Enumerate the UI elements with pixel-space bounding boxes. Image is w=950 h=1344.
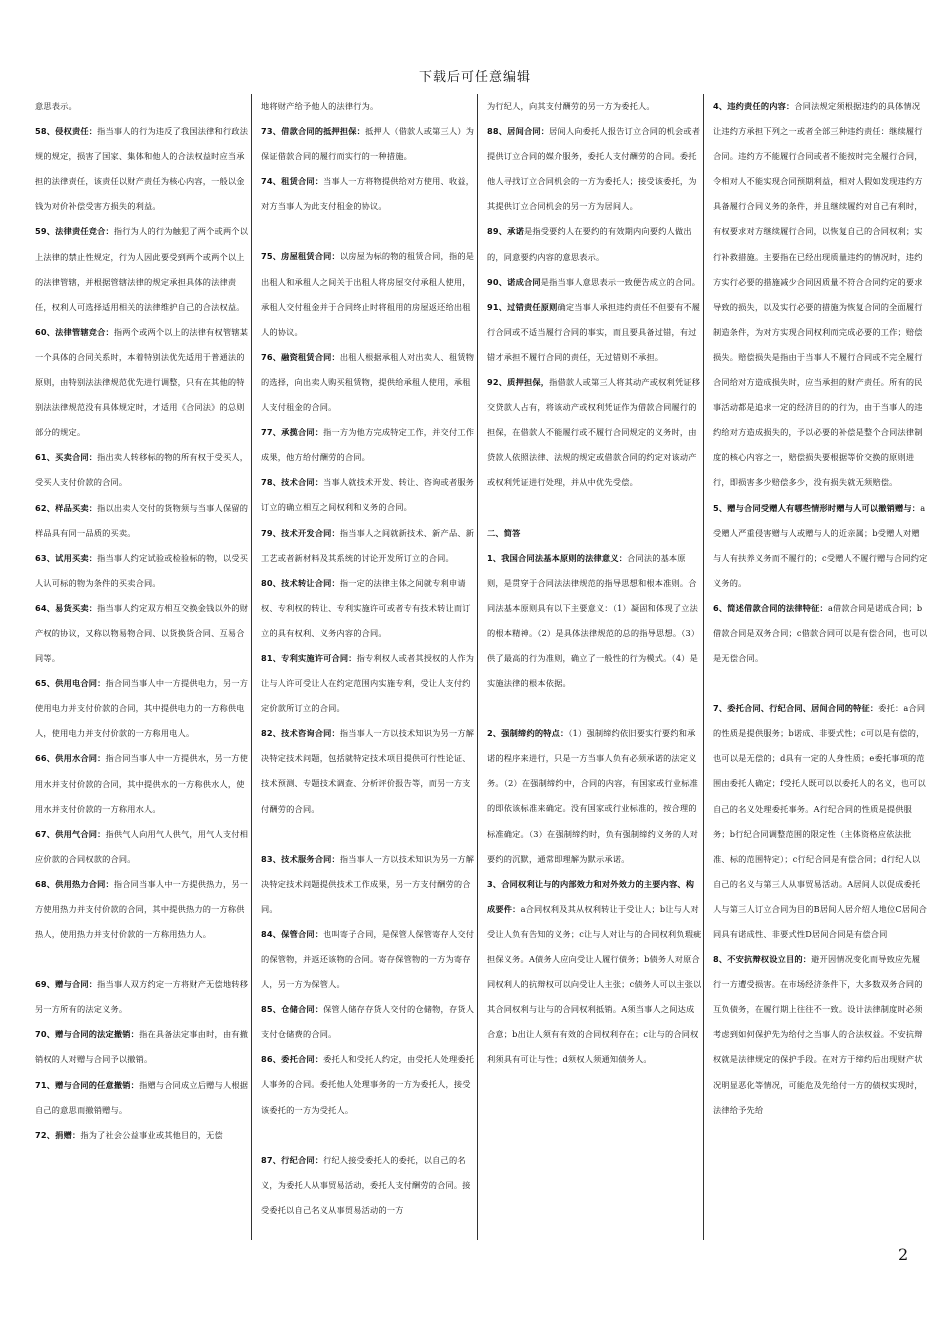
- entry-term: 83、技术服务合同：: [261, 853, 340, 864]
- entry-text: 以房屋为标的物的租赁合同，指的是出租人和承租人之间关于出租人将房屋交付承租人使用，承租人交付租金并于合同终止时将租用的房屋返还给出租人的协议。: [261, 251, 475, 337]
- entry-text: 指一定的法律主体之间就专利申请权、专利权的转让、专利实施许可或者专有技术转让而订立的具有权利、义务内容的合同。: [261, 577, 471, 638]
- definition-entry: [487, 270, 702, 295]
- entry-text: 指供气人向用气人供气，用气人支付相应价款的合同权款的合同。: [35, 828, 249, 864]
- entry-text: 当事人就技术开发、转让、咨询或者服务订立的确立相互之间权利和义务的合同。: [261, 477, 475, 513]
- entry-term: 66、供用水合同：: [35, 753, 106, 764]
- entry-term: 62、样品买卖：: [35, 502, 98, 513]
- entry-term: 8、不安抗辩权设立目的：: [713, 954, 812, 965]
- entry-text: 指合同当事人中一方提供水，另一方使用水并支付价款的合同，其中提供水的一方称供水人，使用水并支付价款的一方称用水人。: [35, 753, 249, 814]
- entry-term: 65、供用电合同：: [35, 678, 106, 689]
- definition-entry: [35, 219, 250, 319]
- entry-term: 71、赠与合同的任意撤销：: [35, 1079, 140, 1090]
- entry-text: 指行为人的行为触犯了两个或两个以上法律的禁止性规定，行为人因此要受到两个或两个以上的法律管辖，并根据管辖法律的规定承担具体的法律责任，权利人可选择适用相关的法律维护自己的合法权益。: [35, 226, 249, 312]
- entry-term: 90、诺成合同: [487, 276, 541, 287]
- entry-text: 指赠与合同成立后赠与人根据自己的意思而撤销赠与。: [35, 1079, 249, 1115]
- definition-entry: [261, 922, 476, 997]
- entry-term: 2、强制缔约的特点：: [487, 728, 569, 739]
- entry-text: 指当事人之间就新技术、新产品、新工艺或者新材料及其系统的讨论开发所订立的合同。: [261, 527, 475, 563]
- entry-term: 68、供用热力合同：: [35, 878, 114, 889]
- definition-entry: [261, 847, 476, 922]
- definition-entry: [35, 596, 250, 671]
- section-heading: [487, 521, 702, 546]
- definition-entry: [261, 420, 476, 470]
- entry-text: 指为了社会公益事业或其他目的，无偿: [80, 1129, 223, 1140]
- column-4: [713, 94, 928, 1240]
- entry-term: 67、供用气合同：: [35, 828, 106, 839]
- entry-text: 指当事人一方以技术知识为另一方解决特定技术问题，包括就特定技术项目提供可行性论证、技术预测、专题技术调查、分析评价报告等，而另一方支付酬劳的合同。: [261, 728, 475, 814]
- entry-text: 居间人向委托人报告订立合同的机会或者提供订立合同的媒介服务，委托人支付酬劳的合同。委托他人寻找订立合同机会的一方为委托人；接受该委托，为其提供订立合同机会的另一方为居间人。: [487, 126, 701, 212]
- entry-text: 抵押人（借款人或第三人）为保证借款合同的履行而实行的一种措施。: [261, 126, 475, 162]
- entry-term: 69、赠与合同：: [35, 979, 98, 990]
- definition-entry: [261, 646, 476, 721]
- definition-entry: [713, 696, 928, 947]
- definition-entry: [261, 119, 476, 169]
- entry-term: 79、技术开发合同：: [261, 527, 340, 538]
- entry-term: 92、质押担保，: [487, 377, 550, 388]
- entry-term: 61、买卖合同：: [35, 452, 98, 463]
- definition-entry: [261, 169, 476, 219]
- definition-entry: [713, 496, 928, 596]
- entry-term: 4、违约责任的内容：: [713, 101, 795, 111]
- definition-entry: [261, 1047, 476, 1122]
- entry-text: 避开因情况变化而导致应先履行一方遭受损害。在市场经济条件下，大多数双务合同的互负债务，在履行期上往往不一致。设计法律制度时必须考虑到如何保护先为给付之当事人的合法权益。不安抗辩权就是法律规定的保护手段。在对方于缔约后出现财产状况明显恶化等情况，可能危及先给付一方的债权实现时，法律给予先给: [713, 954, 923, 1115]
- entry-text: 指借款人或第三人将其动产或权利凭证移交贷款人占有，将该动产或权利凭证作为借款合同履行的担保，在借款人不能履行或不履行合同规定的义务时，由贷款人依照法律、法规的规定或借款合同的约定对该动产或权利凭证进行处理，并从中优先受偿。: [487, 377, 701, 488]
- entry-text: 指当事人的行为违反了我国法律和行政法规的规定，损害了国家、集体和他人的合法权益时应当承担的法律责任，该责任以财产责任为核心内容，一般以金钱为对价补偿受害方损失的利益。: [35, 126, 249, 212]
- entry-text: 指出卖人转移标的物的所有权于受买人，受买人支付价款的合同。: [35, 452, 249, 488]
- definition-entry: [35, 972, 250, 1022]
- definition-entry: [35, 1022, 250, 1072]
- definition-entry: [261, 1148, 476, 1223]
- definition-entry: [487, 546, 702, 697]
- entry-text: 是指当事人意思表示一致便告成立的合同。: [540, 276, 701, 287]
- paragraph-spacer: [261, 219, 476, 244]
- entry-term: 5、赠与合同受赠人有哪些情形时赠与人可以撤销赠与：: [713, 502, 921, 513]
- entry-term: 75、房屋租赁合同：: [261, 251, 340, 262]
- definition-entry: [487, 370, 702, 495]
- entry-term: 80、技术转让合同：: [261, 577, 340, 588]
- entry-text: 确定当事人承担违约责任不但要有不履行合同或不适当履行合同的事实，而且要具备过错，有过错才承担不履行合同的责任，无过错则不承担。: [487, 301, 701, 362]
- entry-text: 指当事人约定双方相互交换金钱以外的财产权的协议，又称以物易物合同、以货换货合同、互易合同等。: [35, 602, 249, 664]
- entry-text: 委托：a合同的性质是提供服务；b诺成、非要式性；c可以是有偿的，也可以是无偿的；d具有一定的人身性质；e委托事项的范围由委托人确定；f受托人既可以以委托人的名义，也可以自己的名义处理委托事务。A行纪合同的性质是提供服务；b行纪合同调整范围的限定性（主体资格应依法批准、标的范围特定）；c行纪合同是有偿合同；d行纪人以自己的名义与第三人从事贸易活动。A居间人以促成委托人与第三人订立合同为目的B居间人居介绍人地位C居间合同具有诺成性、非要式性D居间合同是有偿合同: [713, 703, 927, 939]
- definition-entry: [487, 119, 702, 219]
- page-header: 下载后可任意编辑: [418, 70, 531, 85]
- definition-entry: [261, 997, 476, 1047]
- definition-entry: [487, 94, 702, 119]
- entry-text: 指在具备法定事由时，由有撤销权的人对赠与合同予以撤销。: [35, 1029, 249, 1065]
- entry-term: 3、合同权利让与的内部效力和对外效力的主要内容、构成要件：: [487, 878, 695, 914]
- definition-entry: [35, 94, 250, 119]
- entry-text: 保管人储存存货人交付的仓储物，存货人支付仓储费的合同。: [261, 1004, 475, 1040]
- entry-text: 当事人一方将物提供给对方使用、收益，对方当事人为此支付租金的协议。: [261, 176, 475, 212]
- paragraph-spacer: [261, 822, 476, 847]
- entry-term: 70、赠与合同的法定撤销：: [35, 1029, 140, 1040]
- definition-entry: [261, 571, 476, 646]
- entry-term: 63、试用买卖：: [35, 552, 98, 563]
- entry-term: 81、专利实施许可合同：: [261, 652, 357, 663]
- definition-entry: [35, 496, 250, 546]
- entry-text: 合同法的基本原则，是贯穿于合同法法律规范的指导思想和根本准则。合同法基本原则具有以下主要意义：（1）凝固和体现了立法的根本精神。（2）是具体法律规范的总的指导思想。（3）供了最高的行为准则，确立了一般性的行为模式。（4）是实施法律的根本依据。: [487, 552, 700, 689]
- definition-entry: [261, 470, 476, 520]
- paragraph-spacer: [487, 696, 702, 721]
- entry-text: 指一方为他方完成特定工作，并交付工作成果，他方给付酬劳的合同。: [261, 427, 475, 463]
- entry-term: 85、仓储合同：: [261, 1004, 324, 1015]
- definition-entry: [35, 546, 250, 596]
- definition-entry: [713, 947, 928, 1123]
- definition-entry: [35, 320, 250, 445]
- entry-term: 91、过错责任原则: [487, 301, 558, 312]
- entry-text: 指当事人约定试验或检验标的物，以受买人认可标的物为条件的买卖合同。: [35, 552, 249, 588]
- definition-entry: [35, 671, 250, 746]
- column-divider: [251, 94, 252, 1240]
- entry-text: 指合同当事人中一方提供热力，另一方使用热力并支付价款的合同，其中提供热力的一方称供热人，使用热力并支付价款的一方称用热力人。: [35, 878, 249, 940]
- definition-entry: [487, 219, 702, 269]
- paragraph-spacer: [35, 947, 250, 972]
- page-number: 2: [898, 1245, 909, 1264]
- entry-text: 合同法规定须根据违约的具体情况让违约方承担下列之一或者全部三种违约责任：继续履行合同。违约方不能履行合同或者不能按时完全履行合同，令相对人不能实现合同预期利益，相对人假如发现违约方具备履行合同义务的条件，并且继续履约对自己有利时，有权要求对方继续履行合同，以恢复自己的合同权利；实行补救措施。主要指在已经出现质量违约的情况时，违约方实行必要的措施减少合同因质量不符合合同约定的要求导致的损失，以及实行必要的措施为恢复合同的全面履行制造条件，为对方实现合同权利而完成必要的工作；赔偿损失。赔偿损失是指由于当事人不履行合同或不完全履行合同给对方造成损失时，应当承担的财产责任。所有的民事活动都是追求一定的经济目的的行为，由于当事人的违约给对方造成损失的，予以必要的补偿是整个合同法律制度的核心内容之一，赔偿损失要根据等价交换的原则进行，即损害多少赔偿多少，没有损失就无须赔偿。: [713, 101, 923, 488]
- entry-term: 84、保管合同：: [261, 928, 324, 939]
- definition-entry: [35, 872, 250, 947]
- entry-term: 82、技术咨询合同：: [261, 728, 340, 739]
- entry-term: 1、我国合同法基本原则的法律意义：: [487, 552, 628, 563]
- entry-term: 86、委托合同：: [261, 1054, 324, 1065]
- section-title: 二、简答: [487, 527, 521, 538]
- entry-term: 78、技术合同：: [261, 477, 324, 488]
- entry-text: 指合同当事人中一方提供电力，另一方使用电力并支付价款的合同，其中提供电力的一方称供电人，使用电力并支付价款的一方称用电人。: [35, 678, 249, 739]
- column-3: [487, 94, 702, 1240]
- entry-term: 7、委托合同、行纪合同、居间合同的特征：: [713, 703, 879, 714]
- entry-text: 指当事人一方以技术知识为另一方解决特定技术问题提供技术工作成果，另一方支付酬劳的合同。: [261, 853, 475, 914]
- definition-entry: [713, 94, 928, 496]
- column-1: [35, 94, 250, 1240]
- entry-term: 64、易货买卖：: [35, 602, 98, 613]
- paragraph-spacer: [261, 1123, 476, 1148]
- entry-term: 89、承诺: [487, 226, 524, 237]
- definition-entry: [35, 746, 250, 821]
- entry-term: 74、租赁合同：: [261, 176, 324, 187]
- definition-entry: [35, 1123, 250, 1148]
- entry-text: 也叫寄子合同，是保管人保管寄存人交付的保管物，并返还该物的合同。寄存保管物的一方为寄存人，另一方为保管人。: [261, 928, 475, 990]
- entry-term: 59、法律责任竞合：: [35, 226, 114, 237]
- entry-text: a合同权利及其从权利转让于受让人；b让与人对受让人负有告知的义务；c让与人对让与的合同权利负瑕疵担保义务。A债务人应向受让人履行债务；b债务人对原合同权利人的抗辩权可以向受让人主张；c债务人可以主张以其合同权利与让与的合同权利抵销。A须当事人之间达成合意；b出让人须有有效的合同权利存在；c让与的合同权利须具有可让与性；d须权人须通知债务人。: [487, 903, 702, 1065]
- definition-entry: [713, 596, 928, 671]
- definition-entry: [35, 822, 250, 872]
- definition-entry: [487, 295, 702, 370]
- entry-text: 行纪人接受委托人的委托，以自己的名义，为委托人从事贸易活动，委托人支付酬劳的合同。接受委托以自己名义从事贸易活动的一方: [261, 1154, 471, 1215]
- entry-term: 88、居间合同：: [487, 126, 550, 137]
- definition-entry: [35, 119, 250, 219]
- definition-entry: [487, 872, 702, 1073]
- entry-text: 意思表示。: [35, 101, 77, 111]
- entry-text: 指专利权人或者其授权的人作为让与人许可受让人在约定范围内实施专利，受让人支付约定价款所订立的合同。: [261, 652, 475, 714]
- entry-text: 指两个或两个以上的法律有权管辖某一个具体的合同关系时，本着特别法优先适用于普通法的原则，由特别法法律规范优先进行调整，只有在其他的特别法法律规范没有具体规定时，才适用《合同法》的总则部分的规定。: [35, 326, 249, 438]
- definition-entry: [261, 345, 476, 420]
- entry-text: 委托人和受托人约定，由受托人处理委托人事务的合同。委托他人处理事务的一方为委托人，接受该委托的一方为受托人。: [261, 1054, 475, 1115]
- column-2: [261, 94, 476, 1240]
- entry-text: a借款合同是诺成合同；b借款合同是双务合同；c借款合同可以是有偿合同，也可以是无偿合同。: [713, 602, 928, 664]
- entry-text: 出租人根据承租人对出卖人、租赁物的选择，向出卖人购买租赁物，提供给承租人使用，承租人支付租金的合同。: [261, 351, 475, 413]
- paragraph-spacer: [713, 671, 928, 696]
- entry-text: a受赠人严重侵害赠与人或赠与人的近亲属；b受赠人对赠与人有扶养义务而不履行的；c受赠人不履行赠与合同约定义务的。: [713, 502, 928, 588]
- entry-term: 76、融资租赁合同：: [261, 351, 340, 362]
- definition-entry: [261, 721, 476, 821]
- definition-entry: [261, 521, 476, 571]
- entry-text: 为行纪人，向其支付酬劳的另一方为委托人。: [487, 101, 655, 111]
- column-divider: [477, 94, 478, 1240]
- definition-entry: [261, 244, 476, 344]
- definition-entry: [261, 94, 476, 119]
- entry-text: 指当事人双方约定一方将财产无偿地转移另一方所有的法定义务。: [35, 979, 249, 1015]
- entry-text: （1）强制缔约依旧要实行要约和承诺的程序来进行，只是一方当事人负有必须承诺的法定义务。（2）在强制缔约中，合同的内容，有国家或行业标准的即依该标准来确定。没有国家或行业标准的，按合理的标准确定。（3）在强制缔约时，负有强制缔约义务的人对要约的沉默，通常即理解为默示承诺。: [487, 728, 698, 864]
- column-divider: [703, 94, 704, 1240]
- entry-term: 72、捐赠：: [35, 1129, 81, 1140]
- definition-entry: [487, 721, 702, 872]
- entry-term: 87、行纪合同：: [261, 1154, 324, 1165]
- entry-term: 77、承揽合同：: [261, 427, 324, 438]
- entry-text: 指以出卖人交付的货物须与当事人保留的样品具有同一品质的买卖。: [35, 502, 249, 538]
- entry-term: 58、侵权责任：: [35, 126, 98, 137]
- entry-term: 73、借款合同的抵押担保：: [261, 126, 366, 137]
- entry-text: 是指受要约人在要约的有效期内向要约人做出的，同意要约内容的意思表示。: [487, 226, 692, 262]
- entry-term: 6、简述借款合同的法律特征：: [713, 602, 828, 613]
- paragraph-spacer: [487, 496, 702, 521]
- entry-term: 60、法律管辖竞合：: [35, 326, 114, 337]
- definition-entry: [35, 1073, 250, 1123]
- entry-text: 地将财产给予他人的法律行为。: [261, 101, 379, 111]
- definition-entry: [35, 445, 250, 495]
